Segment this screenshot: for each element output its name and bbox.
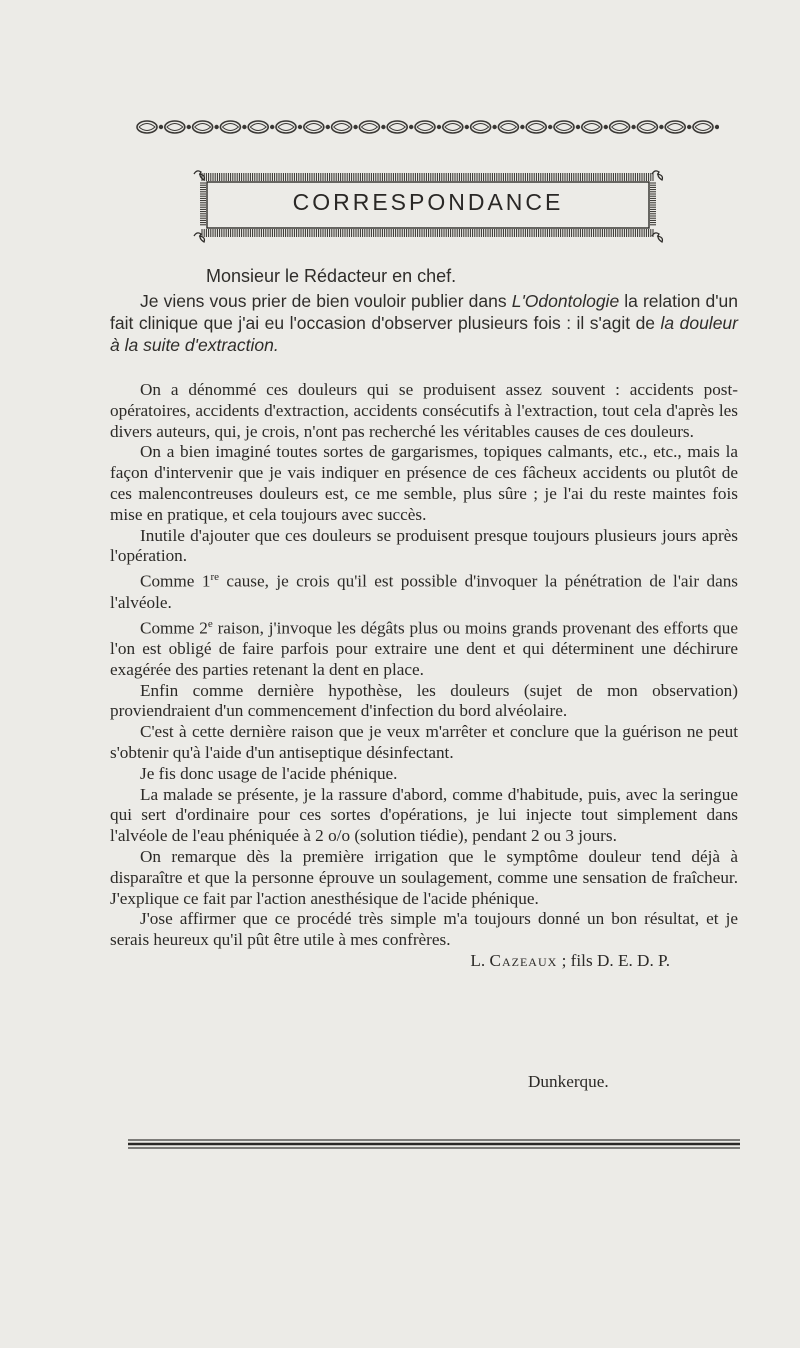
intro-paragraph: Je viens vous prier de bien vouloir publier dans L'Odontologie la relation d'un fait clinique que j'ai eu l'occasion d'observer plusieurs fois : il s'agit de la douleur à la suite d'extraction.: [110, 291, 738, 355]
letter-body: [110, 380, 738, 972]
paragraph: Comme 2e raison, j'invoque les dégâts plus ou moins grands provenant des efforts que l'on est obligé de faire parfois pour extraire une dent et qui déterminent une déchirure exagérée des parties retenant la dent en place.: [110, 617, 738, 679]
journal-name: L'Odontologie: [511, 291, 620, 311]
header-frame: [190, 165, 666, 245]
greeting: Monsieur le Rédacteur en chef.: [206, 266, 457, 286]
signature: L. Cazeaux ; fils D. E. D. P.: [470, 950, 670, 970]
paragraph: Comme 1re cause, je crois qu'il est possible d'invoquer la pénétration de l'air dans l'alvéole.: [110, 571, 738, 612]
letter-topic: la douleur à la suite d'extraction.: [110, 313, 738, 355]
paragraph: On remarque dès la première irrigation que le symptôme douleur tend déjà à disparaître et que la personne éprouve un soulagement, comme une sensation de fraîcheur. J'explique ce fait par l'action anesthésique de l'acide phénique.: [110, 847, 738, 908]
paragraph: Inutile d'ajouter que ces douleurs se produisent presque toujours plusieurs jours après l'opération.: [110, 525, 738, 566]
signature-city: Dunkerque.: [528, 1072, 609, 1091]
paragraph: On a bien imaginé toutes sortes de gargarismes, topiques calmants, etc., etc., mais la façon d'intervenir que je vais indiquer en présence de ces fâcheux accidents ou plutôt de ces malencontreuses douleurs est, ce me semble, plus sûre ; je l'ai du reste maintes fois mise en pratique, et cela toujours avec succès.: [110, 442, 738, 524]
section-title: CORRESPONDANCE: [292, 189, 564, 215]
paragraph: La malade se présente, je la rassure d'abord, comme d'habitude, puis, avec la seringue qui sert d'ordinaire pour ces sortes d'opérations, je lui injecte tout simplement dans l'alvéole de l'eau phéniquée à 2 o/o (solution tiédie), pendant 2 ou 3 jours.: [110, 784, 738, 846]
paragraph: J'ose affirmer que ce procédé très simple m'a toujours donné un bon résultat, et je serais heureux qu'il pût être utile à mes confrères.: [110, 909, 738, 950]
paragraph: Je fis donc usage de l'acide phénique.: [140, 763, 398, 783]
ornament-band: [133, 118, 719, 136]
paragraph: Enfin comme dernière hypothèse, les douleurs (sujet de mon observation) proviendraient d'un commencement d'infection du bord alvéolaire.: [110, 680, 738, 721]
paragraph: On a dénommé ces douleurs qui se produisent assez souvent : accidents post-opératoires, accidents d'extraction, accidents consécutifs à l'extraction, tout cela d'après les divers auteurs, qui, je crois, n'ont pas recherché les véritables causes de ces douleurs.: [110, 380, 738, 441]
paragraph: C'est à cette dernière raison que je veux m'arrêter et conclure que la guérison ne peut s'obtenir qu'à l'aide d'un antiseptique désinfectant.: [110, 722, 738, 763]
bottom-rule: [128, 1137, 740, 1151]
